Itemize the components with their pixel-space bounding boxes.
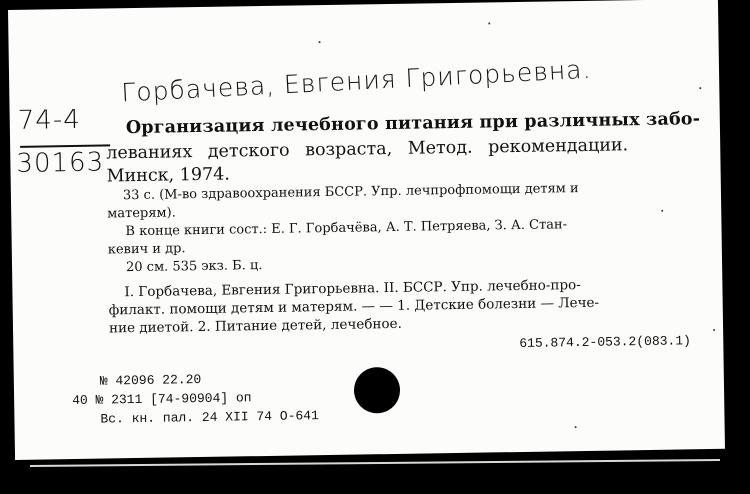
punch-hole bbox=[354, 367, 401, 414]
author-heading-handwritten: Горбачева, Евгения Григорьевна. bbox=[120, 54, 593, 108]
description-line-1: 33 с. (М-во здравоохранения БССР. Упр. лечпрофпомощи детям и bbox=[122, 181, 579, 204]
catalog-card bbox=[8, 0, 725, 460]
tracings-line-1: I. Горбачева, Евгения Григорьевна. II. БССР. Упр. лечебно-про- bbox=[124, 277, 581, 301]
description-line-4: кевич и др. bbox=[107, 241, 186, 258]
footer-line-2: 40 № 2311 [74-90904] оп bbox=[72, 390, 252, 409]
tracings-line-2: филакт. помощи детям и матерям. — — 1. Детские болезни — Лече- bbox=[108, 294, 600, 319]
tracings-line-3: ние диетой. 2. Питание детей, лечебное. bbox=[108, 315, 402, 337]
title-line-1: Организация лечебного питания при различных забо- bbox=[125, 109, 701, 139]
title-line-3: Минск, 1974. bbox=[106, 164, 230, 187]
description-line-5: 20 см. 535 экз. Б. ц. bbox=[125, 258, 263, 276]
description-line-2: матерям). bbox=[107, 205, 176, 222]
card-bottom-edge bbox=[30, 459, 720, 467]
title-line-2: леваниях детского возраста, Метод. рекомендации. bbox=[106, 135, 629, 164]
classification-code: 615.874.2-053.2(083.1) bbox=[519, 333, 692, 352]
footer-line-3: Вс. кн. пал. 24 XII 74 О-641 bbox=[100, 408, 319, 427]
footer-line-1: № 42096 22.20 bbox=[99, 372, 202, 389]
inventory-number: 30163 bbox=[16, 147, 105, 179]
shelf-mark: 74-4 bbox=[17, 104, 81, 136]
description-line-3: В конце книги сост.: Е. Г. Горбачёва, А. Т. Петряева, З. А. Стан- bbox=[125, 217, 568, 240]
